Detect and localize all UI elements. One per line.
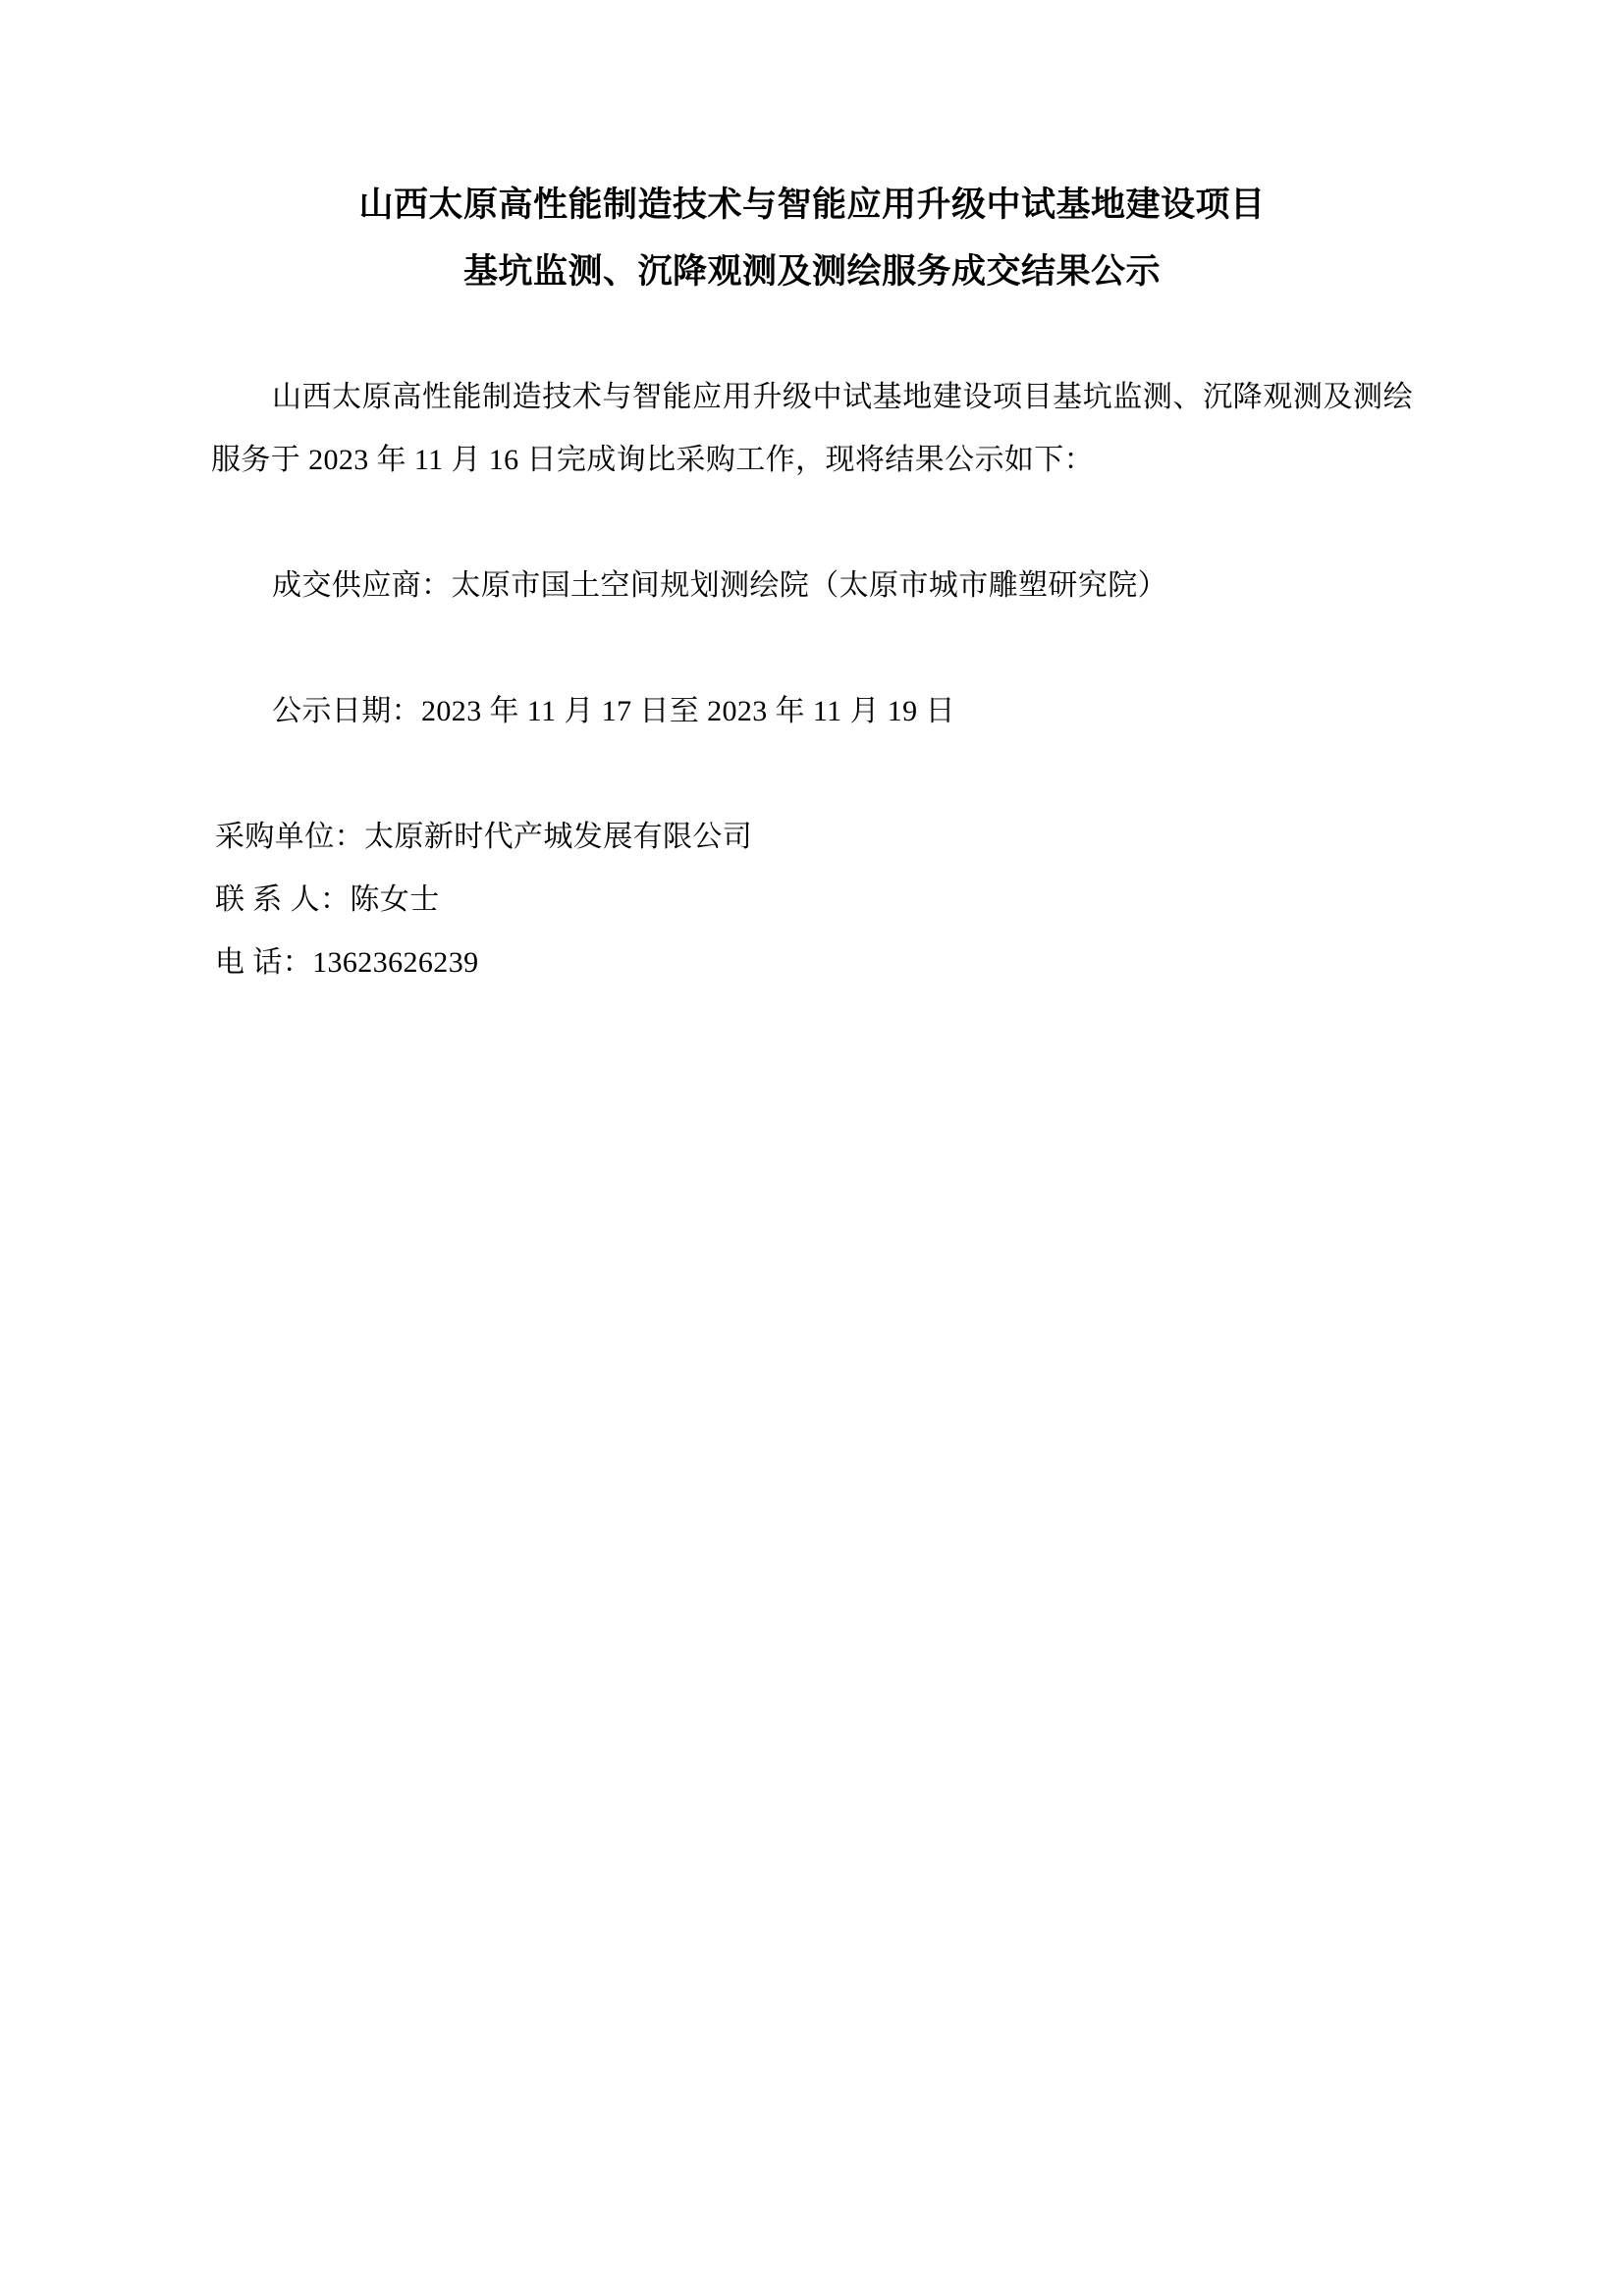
page-title-line-2: 基坑监测、沉降观测及测绘服务成交结果公示 [462, 252, 1161, 291]
supplier-paragraph: 成交供应商：太原市国土空间规划测绘院（太原市城市雕塑研究院） [272, 569, 1167, 602]
purchaser-line: 采购单位：太原新时代产城发展有限公司 [215, 821, 753, 853]
publicity-period-paragraph: 公示日期：2023 年 11 月 17 日至 2023 年 11 月 19 日 [272, 695, 955, 727]
intro-paragraph: 山西太原高性能制造技术与智能应用升级中试基地建设项目基坑监测、沉降观测及测绘服务于 2023 年 11 月 16 日完成询比采购工作，现将结果公示如下： [211, 381, 1413, 476]
page-title-line-1: 山西太原高性能制造技术与智能应用升级中试基地建设项目 [358, 186, 1266, 224]
paragraph-spacer-1 [211, 492, 1413, 555]
page-title [211, 172, 1413, 305]
document-body [211, 366, 1413, 994]
phone-line: 电 话：13623626239 [215, 946, 479, 979]
contact-person-line: 联 系 人：陈女士 [215, 883, 440, 916]
paragraph-spacer-2 [211, 617, 1413, 680]
paragraph-spacer-3 [211, 743, 1413, 806]
contact-block [211, 806, 1413, 994]
